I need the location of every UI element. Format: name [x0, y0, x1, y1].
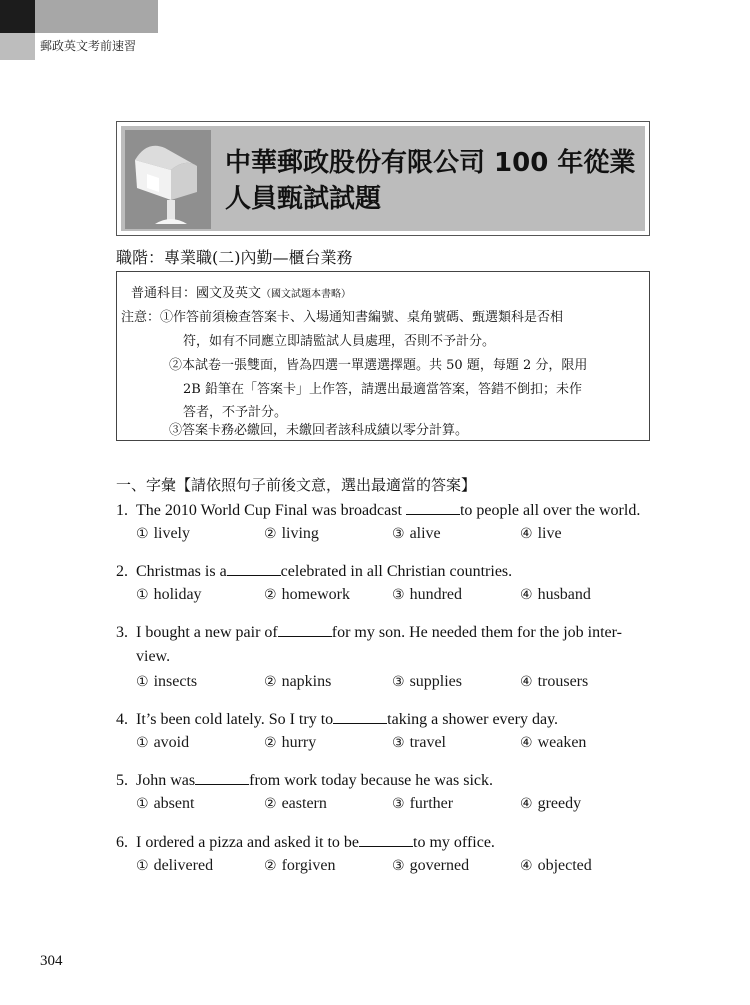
- option-marker: ②: [264, 858, 277, 874]
- option-marker: ③: [392, 674, 405, 690]
- question-4: [116, 709, 558, 729]
- option-text: hurry: [281, 734, 317, 751]
- question-text-after: from work today because he was sick.: [249, 772, 494, 789]
- question-text-before: I ordered a pizza and asked it to be: [136, 834, 360, 851]
- title-box: [116, 121, 650, 236]
- option-marker: ②: [264, 587, 277, 603]
- corner-block-dark: [0, 0, 35, 33]
- question-number: 1.: [116, 502, 128, 519]
- page-number: 304: [40, 953, 63, 969]
- question-number: 4.: [116, 711, 128, 728]
- option-marker: ①: [136, 674, 149, 690]
- option-marker: ②: [264, 796, 277, 812]
- option-text: objected: [537, 857, 592, 874]
- option-text: alive: [409, 525, 441, 542]
- subject-note: （國文試題本書略）: [261, 289, 352, 300]
- option-2[interactable]: [264, 857, 335, 875]
- option-1[interactable]: [136, 586, 202, 604]
- answer-blank: [406, 500, 460, 515]
- option-2[interactable]: [264, 795, 327, 813]
- option-3[interactable]: [392, 525, 441, 543]
- note-3-line-1: 答案卡務必繳回，未繳回者該科成績以零分計算。: [182, 423, 469, 438]
- question-3: [116, 622, 622, 642]
- question-text-after: for my son. He needed them for the job inter-: [331, 624, 622, 641]
- option-4[interactable]: [520, 525, 562, 543]
- title-banner: [121, 126, 645, 231]
- note-marker-1: ①: [160, 310, 174, 325]
- option-text: governed: [409, 857, 470, 874]
- option-4[interactable]: [520, 795, 581, 813]
- question-number: 3.: [116, 624, 128, 641]
- option-3[interactable]: [392, 795, 453, 813]
- option-text: hundred: [409, 586, 462, 603]
- option-3[interactable]: [392, 673, 462, 691]
- option-3[interactable]: [392, 734, 446, 752]
- option-text: lively: [153, 525, 190, 542]
- question-5: [116, 770, 493, 790]
- mailbox-icon: [125, 130, 211, 229]
- option-2[interactable]: [264, 734, 316, 752]
- answer-blank: [359, 832, 413, 847]
- option-text: supplies: [409, 673, 463, 690]
- option-text: live: [537, 525, 562, 542]
- option-2[interactable]: [264, 673, 331, 691]
- question-text-before: Christmas is a: [136, 563, 227, 580]
- option-4[interactable]: [520, 734, 586, 752]
- option-marker: ③: [392, 796, 405, 812]
- option-1[interactable]: [136, 734, 189, 752]
- option-marker: ④: [520, 858, 533, 874]
- note-marker-3: ③: [169, 423, 183, 438]
- question-text-before: It’s been cold lately. So I try to: [136, 711, 334, 728]
- question-text-before: John was: [136, 772, 196, 789]
- option-marker: ①: [136, 587, 149, 603]
- option-text: weaken: [537, 734, 587, 751]
- option-text: living: [281, 525, 319, 542]
- option-marker: ④: [520, 587, 533, 603]
- option-4[interactable]: [520, 673, 588, 691]
- question-6: [116, 832, 495, 852]
- question-1: [116, 500, 640, 520]
- title-line-1: 中華郵政股份有限公司 100 年從業: [225, 148, 636, 178]
- option-text: homework: [281, 586, 350, 603]
- note-1-line-1: 作答前須檢查答案卡、入場通知書編號、桌角號碼、甄選類科是否相: [173, 310, 564, 325]
- option-marker: ④: [520, 796, 533, 812]
- question-text-after: to people all over the world.: [459, 502, 641, 519]
- caution-line-1: [121, 306, 563, 325]
- option-text: eastern: [281, 795, 327, 812]
- subject-line: [131, 282, 351, 301]
- title-line-2: 人員甄試試題: [225, 184, 382, 214]
- option-4[interactable]: [520, 857, 592, 875]
- running-header: 郵政英文考前速習: [40, 39, 137, 53]
- option-marker: ②: [264, 674, 277, 690]
- option-text: further: [409, 795, 454, 812]
- caution-line-3: [169, 419, 468, 438]
- question-number: 5.: [116, 772, 128, 789]
- option-1[interactable]: [136, 857, 213, 875]
- option-text: travel: [409, 734, 446, 751]
- question-text-before: I bought a new pair of: [136, 624, 278, 641]
- option-2[interactable]: [264, 586, 350, 604]
- option-text: absent: [153, 795, 195, 812]
- option-text: holiday: [153, 586, 202, 603]
- option-marker: ①: [136, 526, 149, 542]
- option-text: avoid: [153, 734, 190, 751]
- answer-blank: [227, 561, 281, 576]
- option-text: napkins: [281, 673, 332, 690]
- question-number: 2.: [116, 563, 128, 580]
- note-1-line-2: 符，如有不同應立即請監試人員處理，否則不予計分。: [183, 334, 496, 349]
- note-2-line-2: 2B 鉛筆在「答案卡」上作答，請選出最適當答案，答錯不倒扣；未作: [183, 382, 582, 397]
- option-4[interactable]: [520, 586, 591, 604]
- question-text-after: celebrated in all Christian countries.: [280, 563, 513, 580]
- subject-label: 普通科目：國文及英文: [131, 286, 262, 301]
- question-text-after: taking a shower every day.: [387, 711, 559, 728]
- option-3[interactable]: [392, 857, 469, 875]
- option-marker: ③: [392, 526, 405, 542]
- option-2[interactable]: [264, 525, 319, 543]
- section-title: 一、字彙【請依照句子前後文意，選出最適當的答案】: [116, 476, 477, 494]
- option-1[interactable]: [136, 795, 194, 813]
- option-marker: ①: [136, 858, 149, 874]
- option-text: insects: [153, 673, 198, 690]
- option-marker: ②: [264, 526, 277, 542]
- answer-blank: [278, 622, 332, 637]
- question-text-after: to my office.: [413, 834, 495, 851]
- question-number: 6.: [116, 834, 128, 851]
- option-text: husband: [537, 586, 591, 603]
- note-marker-2: ②: [169, 358, 183, 373]
- option-1[interactable]: [136, 673, 197, 691]
- note-2-line-3: 答者，不予計分。: [183, 405, 288, 420]
- option-text: greedy: [537, 795, 582, 812]
- answer-blank: [195, 770, 249, 785]
- question-2: [116, 561, 512, 581]
- option-text: delivered: [153, 857, 214, 874]
- corner-block-grey: [35, 0, 158, 33]
- option-marker: ③: [392, 858, 405, 874]
- option-3[interactable]: [392, 586, 462, 604]
- option-marker: ③: [392, 587, 405, 603]
- option-marker: ①: [136, 796, 149, 812]
- option-1[interactable]: [136, 525, 190, 543]
- option-marker: ④: [520, 526, 533, 542]
- option-marker: ④: [520, 735, 533, 751]
- answer-blank: [333, 709, 387, 724]
- caution-label: 注意：: [121, 310, 161, 325]
- option-text: forgiven: [281, 857, 336, 874]
- option-marker: ②: [264, 735, 277, 751]
- job-grade: 職階：專業職(二)內勤—櫃台業務: [116, 248, 353, 267]
- option-marker: ③: [392, 735, 405, 751]
- option-marker: ①: [136, 735, 149, 751]
- question-3-continuation: view.: [136, 648, 171, 665]
- option-text: trousers: [537, 673, 589, 690]
- question-text-before: The 2010 World Cup Final was broadcast: [136, 502, 406, 519]
- caution-line-2: [169, 354, 587, 373]
- corner-block-side: [0, 33, 35, 60]
- notice-box: [116, 271, 650, 441]
- page-title: [225, 145, 635, 217]
- option-marker: ④: [520, 674, 533, 690]
- note-2-line-1: 本試卷一張雙面，皆為四選一單選選擇題。共 50 題，每題 2 分，限用: [182, 358, 588, 373]
